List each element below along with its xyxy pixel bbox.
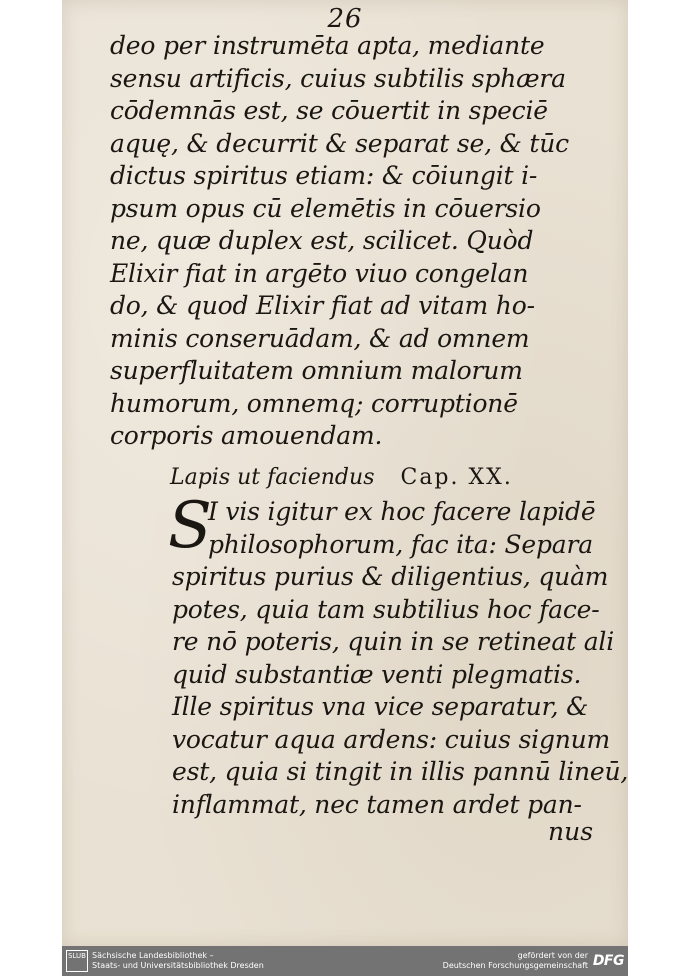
- chapter-number: Cap. XX.: [400, 465, 513, 490]
- text-line: deo per instrumēta apta, mediante: [110, 31, 545, 60]
- funding-credit: [443, 951, 588, 971]
- text-line: humorum, omnemq; corruptionē: [110, 388, 518, 418]
- chapter-title: Lapis ut faciendus: [170, 465, 375, 490]
- footer-bar: [62, 946, 628, 976]
- funding-line1: gefördert von der: [517, 951, 588, 960]
- text-line: ne, quæ duplex est, scilicet. Quòd: [110, 226, 534, 255]
- text-line: quid substantiæ venti plegmatis.: [172, 659, 582, 689]
- funding-line2: Deutschen Forschungsgemeinschaft: [442, 961, 588, 970]
- text-line: psum opus cū elemētis in cōuersio: [110, 193, 541, 223]
- drop-cap-initial: S: [168, 489, 212, 563]
- chapter-heading: [170, 462, 513, 494]
- text-line: corporis amouendam.: [110, 421, 383, 450]
- text-line: dictus spiritus etiam: & cōiungit i-: [110, 161, 538, 190]
- text-line: superfluitatem omnium malorum: [110, 356, 523, 385]
- text-line: sensu artificis, cuius subtilis sphæra: [110, 63, 566, 93]
- text-line: Elixir fiat in argēto viuo congelan: [110, 258, 529, 288]
- text-line: vocatur aqua ardens: cuius signum: [172, 724, 611, 754]
- library-credit: [92, 951, 264, 971]
- paragraph-bottom: [172, 496, 629, 821]
- dfg-logo-icon[interactable]: DFG: [592, 953, 624, 969]
- text-line: minis conseruādam, & ad omnem: [110, 323, 530, 353]
- text-line: I vis igitur ex hoc facere lapidē: [208, 497, 596, 526]
- paragraph-top: [110, 30, 569, 453]
- slub-logo-icon[interactable]: SLUB: [66, 950, 88, 972]
- text-line: potes, quia tam subtilius hoc face-: [172, 594, 600, 624]
- catchword: nus: [548, 817, 594, 846]
- text-line: aquę, & decurrit & separat se, & tūc: [110, 128, 569, 158]
- text-line: Ille spiritus vna vice separatur, &: [172, 692, 589, 721]
- library-name-line2: Staats- und Universitätsbibliothek Dresden: [92, 961, 264, 970]
- page-number: 26: [327, 4, 363, 34]
- text-line: do, & quod Elixir fiat ad vitam ho-: [110, 291, 535, 320]
- library-name-line1: Sächsische Landesbibliothek –: [92, 951, 214, 960]
- text-line: spiritus purius & diligentius, quàm: [172, 562, 609, 591]
- text-line: re nō poteris, quin in se retineat ali: [172, 627, 614, 656]
- text-line: cōdemnās est, se cōuertit in speciē: [110, 96, 548, 125]
- text-line: philosophorum, fac ita: Separa: [208, 529, 593, 559]
- text-line: inflammat, nec tamen ardet pan-: [172, 789, 582, 819]
- text-line: est, quia si tingit in illis pannū lineū,: [172, 757, 629, 786]
